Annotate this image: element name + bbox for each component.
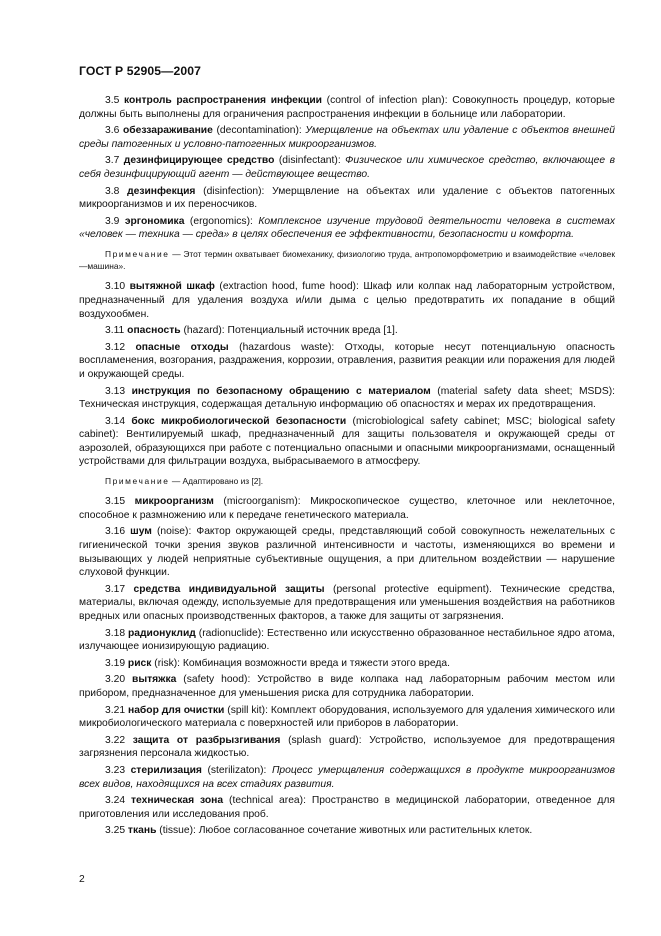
entry-term: контроль распространения инфекции <box>123 95 322 106</box>
entry-english: (material safety data sheet; MSDS): <box>437 385 615 397</box>
entry-definition: Умерщвление на объектах или удаление с объектов внешней среды патогенных и условно-патогенных микроорганизмов. <box>79 125 615 150</box>
entry-english: (sterilizaton): <box>207 764 267 776</box>
entry-3-24 <box>79 794 615 821</box>
entry-english: (control of infection plan): <box>326 95 448 106</box>
entry-number: 3.19 <box>105 657 126 669</box>
entry-english: (noise): <box>156 526 192 538</box>
entry-term: радионуклид <box>128 627 196 639</box>
document-body <box>79 94 615 841</box>
entry-term: эргономика <box>124 215 185 227</box>
entry-english: (microbiological safety cabinet; MSC; biological safety cabinet): <box>79 415 615 441</box>
entry-3-23 <box>79 764 615 791</box>
entry-english: (splash guard): <box>288 734 362 746</box>
entry-3-8 <box>79 185 615 212</box>
entry-term: опасные отходы <box>135 341 229 353</box>
entry-definition: Любое согласованное сочетание животных или растительных клеток. <box>198 825 533 837</box>
entry-3-17 <box>79 583 615 624</box>
entry-number: 3.12 <box>105 341 126 353</box>
entry-number: 3.5 <box>105 95 120 106</box>
entry-definition: Пространство в медицинской лаборатории, отведенное для приготовления или исследования проб. <box>79 795 615 820</box>
entry-3-25 <box>79 824 615 838</box>
entry-definition: Устройство, используемое для предотвращения загрязнения персонала жидкостью. <box>79 734 615 760</box>
entry-number: 3.25 <box>105 825 126 837</box>
page-number: 2 <box>79 874 85 885</box>
entry-term: ткань <box>127 825 157 837</box>
entry-definition: Микроскопическое существо, клеточное или неклеточное, способное к размножению или к передаче генетического материала. <box>79 496 615 521</box>
entry-term: дезинфекция <box>127 185 196 197</box>
entry-definition: Шкаф или колпак над лабораторным устройством, предназначенный для удаления воздуха и/или дыма с целью предотвратить их попадание в общий воздухообмен. <box>79 281 615 320</box>
entry-number: 3.7 <box>105 155 120 167</box>
entry-english: (spill kit): <box>227 704 268 716</box>
entry-term: защита от разбрызгивания <box>132 734 281 746</box>
entry-definition: Техническая инструкция, содержащая детальную информацию об опасностях и мерах их предотвращения. <box>79 399 596 411</box>
entry-term: стерилизация <box>130 764 202 776</box>
entry-definition: Комплексное изучение трудовой деятельности человека в системах «человек — техника — среда» в целях обеспечения ее эффективности, безопасности и комфорта. <box>79 215 615 241</box>
entry-definition: Совокупность процедур, которые должны быть выполнены для ограничения распространения инфекции в больнице или лаборатории. <box>79 95 615 120</box>
entry-english: (safety hood): <box>183 674 251 686</box>
document-header: ГОСТ Р 52905—2007 <box>79 64 201 78</box>
entry-term: средства индивидуальной защиты <box>133 583 325 595</box>
entry-english: (risk): <box>154 657 181 669</box>
entry-term: опасность <box>127 325 181 337</box>
entry-english: (hazard): <box>183 325 225 337</box>
entry-definition: Умерщвление на объектах или удаление с объектов патогенных микроорганизмов и их переносчиков. <box>79 185 615 211</box>
entry-3-21 <box>79 704 615 731</box>
entry-definition: Отходы, которые несут потенциальную опасность воспламенения, возгорания, раздражения, коррозии, отравления, развития реакции или поражения для людей и окружающей среды. <box>79 341 615 380</box>
entry-definition: Технические средства, материалы, включая одежду, используемые для предотвращения или уменьшения воздействия на работников вредных или опасных производственных факторов, а также для защиты от загрязнения. <box>79 583 615 623</box>
entry-term: дезинфицирующее средство <box>123 155 275 167</box>
entry-english: (technical area): <box>229 795 306 807</box>
entry-number: 3.22 <box>105 734 126 746</box>
entry-3-16 <box>79 525 615 579</box>
entry-3-15 <box>79 495 615 522</box>
entry-english: (tissue): <box>159 825 196 837</box>
entry-english: (microorganism): <box>223 496 301 508</box>
note-1 <box>79 248 615 272</box>
entry-3-22 <box>79 734 615 761</box>
entry-number: 3.8 <box>105 185 120 197</box>
entry-number: 3.24 <box>105 795 126 807</box>
entry-english: (personal protective equipment). <box>333 583 492 595</box>
entry-english: (hazardous waste): <box>239 341 335 353</box>
entry-3-18 <box>79 627 615 654</box>
entry-3-19 <box>79 657 615 671</box>
entry-definition: Устройство в виде колпака над лабораторным рабочим местом или прибором, предназначенное для уменьшения риска для сотрудника лаборатории. <box>79 674 615 699</box>
entry-definition: Комбинация возможности вреда и тяжести этого вреда. <box>182 657 450 669</box>
entry-term: набор для очистки <box>127 704 225 716</box>
entry-3-9 <box>79 215 615 242</box>
entry-3-20 <box>79 673 615 700</box>
entry-english: (extraction hood, fume hood): <box>219 281 359 293</box>
entry-definition: Процесс умерщвления содержащихся в продукте микроорганизмов всех видов, находящихся на всех стадиях развития. <box>79 764 615 790</box>
entry-number: 3.13 <box>105 385 126 397</box>
entry-3-14 <box>79 415 615 469</box>
note-label: Примечание <box>105 476 170 487</box>
entry-term: обеззараживание <box>122 125 213 137</box>
entry-term: вытяжной шкаф <box>129 281 215 293</box>
entry-term: техническая зона <box>130 795 224 807</box>
entry-3-7 <box>79 154 615 181</box>
entry-number: 3.18 <box>105 627 126 639</box>
entry-number: 3.17 <box>105 583 126 595</box>
entry-definition: Фактор окружающей среды, представляющий собой совокупность нежелательных с гигиенической точки зрения звуков различной интенсивности и частоты, изменяющихся во времени и вызывающих у людей неприятные субъективные ощущения, а при длительном воздействии — нарушение слуховой функции. <box>79 526 615 579</box>
entry-number: 3.23 <box>105 764 126 776</box>
entry-term: риск <box>127 657 152 669</box>
entry-number: 3.11 <box>105 325 125 337</box>
entry-english: (disinfectant): <box>278 155 341 167</box>
entry-definition: Естественно или искусственно образованное нестабильное ядро атома, излучающее ионизирующую радиацию. <box>79 627 615 653</box>
entry-3-11 <box>79 324 615 338</box>
entry-term: бокс микробиологической безопасности <box>131 415 347 427</box>
entry-term: микроорганизм <box>134 496 214 508</box>
entry-english: (decontamination): <box>216 125 302 137</box>
entry-term: шум <box>130 526 152 538</box>
note-text: — Этот термин охватывает биомеханику, физиологию труда, антропоморфометрию и взаимодействие «человек—машина». <box>79 248 616 272</box>
entry-number: 3.16 <box>105 526 126 538</box>
entry-definition: Потенциальный источник вреда [1]. <box>227 325 398 337</box>
entry-number: 3.15 <box>105 496 126 508</box>
entry-3-13 <box>79 385 615 412</box>
note-2 <box>79 475 615 487</box>
entry-number: 3.10 <box>105 281 126 293</box>
entry-3-10 <box>79 280 615 321</box>
entry-definition: Физическое или химическое средство, включающее в себя дезинфицирующий агент — действующее вещество. <box>79 155 615 180</box>
entry-number: 3.9 <box>105 215 120 227</box>
entry-english: (ergonomics): <box>189 215 253 227</box>
entry-term: инструкция по безопасному обращению с материалом <box>131 385 431 397</box>
note-text: — Адаптировано из [2]. <box>171 476 264 487</box>
entry-english: (radionuclide): <box>198 627 265 639</box>
entry-3-12 <box>79 341 615 382</box>
entry-number: 3.20 <box>105 674 126 686</box>
entry-3-6 <box>79 124 615 151</box>
entry-english: (disinfection): <box>203 185 265 197</box>
entry-number: 3.6 <box>105 125 120 137</box>
note-label: Примечание <box>105 248 170 259</box>
entry-definition: Вентилируемый шкаф, предназначенный для защиты пользователя и окружающей среды от аэрозолей, образующихся при работе с потенциально опасными и опасными микроорганизмами, оснащенный устройствами для фильтрации воздуха, выбрасываемого в атмосферу. <box>79 429 615 468</box>
entry-number: 3.14 <box>105 415 126 427</box>
entry-number: 3.21 <box>105 704 126 716</box>
entry-3-5 <box>79 94 615 121</box>
entry-definition: Комплект оборудования, используемого для удаления химического или микробиологического материала с поверхностей или приборов в лаборатории. <box>79 704 615 730</box>
entry-term: вытяжка <box>131 674 177 686</box>
